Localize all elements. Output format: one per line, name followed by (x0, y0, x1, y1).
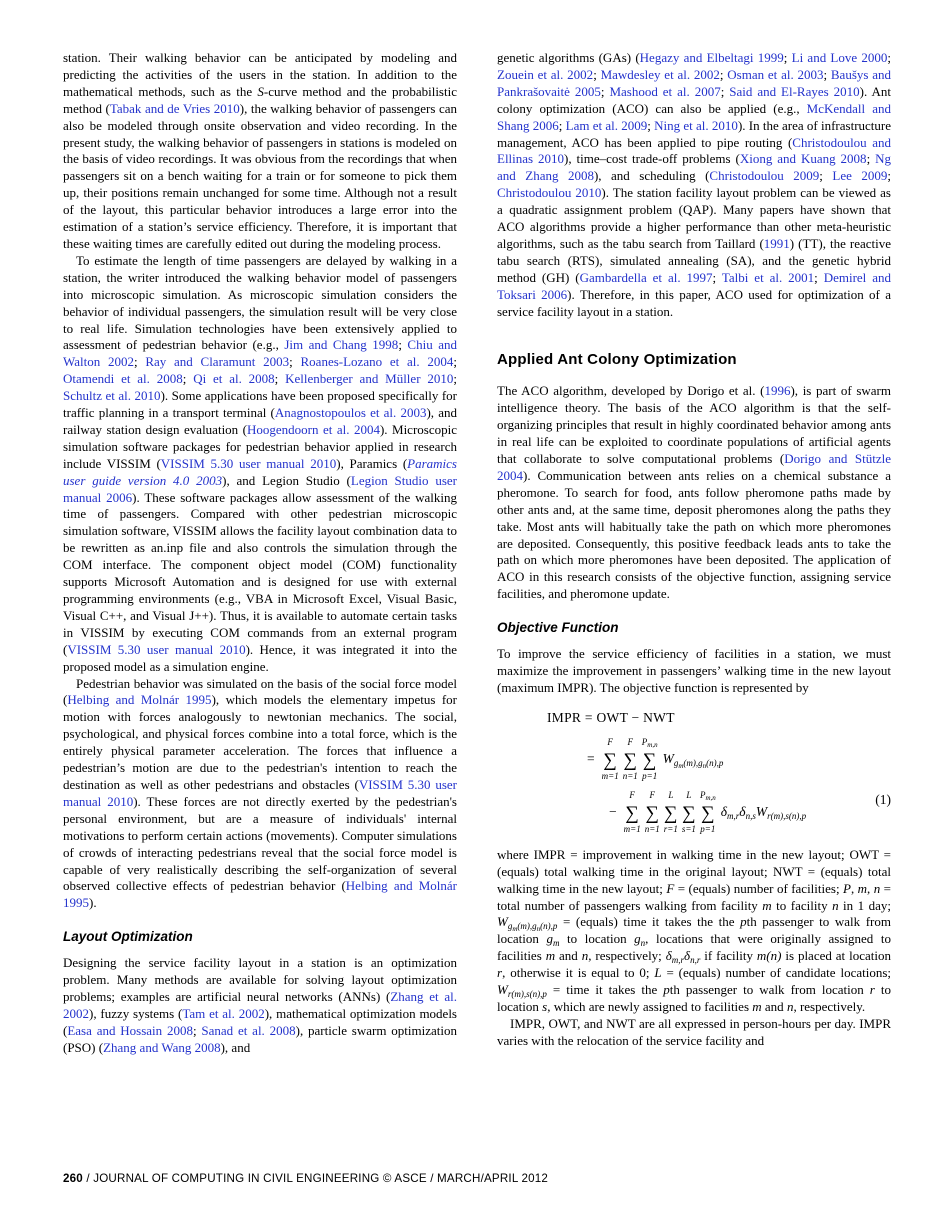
text-run: n (640, 938, 646, 949)
text-run: m (552, 938, 560, 949)
text-run: = total number of passengers walking from facility (497, 880, 891, 913)
left-column (63, 50, 457, 1057)
paragraph (497, 383, 891, 603)
sum-upper-limit: F (649, 789, 655, 800)
text-run: = (equals) number of facilities; (674, 880, 844, 896)
sigma-icon: ∑ (625, 802, 639, 824)
text-run: ; (647, 117, 655, 133)
text-run: n,r (690, 955, 701, 966)
text-run: ; (719, 66, 728, 82)
text-run: m,r (671, 955, 685, 966)
text-run: δ (665, 948, 672, 964)
text-run: to facility (771, 897, 833, 913)
text-run: n (873, 880, 881, 896)
citation-link[interactable]: Baušys and Pankrašovaitė 2005 (497, 66, 891, 99)
text-run: m (512, 925, 518, 934)
text-run: To improve the service efficiency of facilities in a station, we must maximize the improvement in passengers’ walking time in the new layout (maximum IMPR). The objective function is represented by (497, 646, 891, 695)
equation-1 (497, 710, 891, 834)
citation-link[interactable]: Helbing and Molnár 1995 (63, 878, 458, 911)
text-run: and (761, 998, 787, 1014)
text-run: , locations that were originally assigned to facilities (497, 931, 891, 964)
section-heading-layout-optimization: Layout Optimization (63, 929, 193, 945)
text-run: Designing the service facility layout in a station is an optimization problem. Many methods are available for solving layout optimization problems; examples are artificial neural networks (ANNs) ( (63, 955, 457, 1004)
paragraph (497, 646, 891, 697)
sum-lower-limit: p=1 (700, 823, 716, 834)
text-run: δ (684, 948, 691, 964)
text-run: ; (819, 168, 833, 184)
citation-link[interactable]: Kellenberger and Müller 2010 (285, 371, 454, 387)
citation-link[interactable]: Lam et al. 2009 (565, 117, 648, 133)
text-run: ; (814, 269, 824, 285)
text-run: ). The station facility layout problem can be viewed as a quadratic assignment problem (QAP). Many papers have shown that ACO algorithms provide a higher performance than other meta-heuristic algorithms, such as the tabu search from Taillard ( (497, 185, 891, 251)
sum-lower-limit: p=1 (642, 770, 658, 781)
equation-number: (1) (875, 791, 891, 807)
footer-journal-text: / JOURNAL OF COMPUTING IN CIVIL ENGINEERING © ASCE / MARCH/APRIL 2012 (82, 1172, 549, 1185)
text-run: ; (887, 168, 891, 184)
text-run: ). These forces are not directly exerted by the pedestrian's personal environment, but are a measure of individuals' internal motivations to perform certain actions (movements). Computer simulations of crowds of interacting pedestrians reveal that the social force model is capable of very realistically describing the self-organization of several observed collective effects of pedestrian behavior ( (63, 793, 457, 894)
equation-line-3 (609, 790, 891, 834)
citation-link[interactable]: McKendall and Shang 2006 (497, 100, 891, 133)
citation-link[interactable]: Said and El-Rayes 2010 (729, 83, 860, 99)
equation-line-1: IMPR = OWT − NWT (547, 709, 675, 725)
equation-term (721, 804, 806, 820)
sum-lower-limit: s=1 (681, 823, 696, 834)
citation-link[interactable]: Ray and Claramunt 2003 (145, 354, 290, 370)
paragraph (63, 955, 457, 1056)
citation-link[interactable]: Talbi et al. 2001 (721, 269, 815, 285)
citation-link[interactable]: Osman et al. 2003 (727, 66, 824, 82)
sum-lower-limit: m=1 (601, 770, 619, 781)
text-run: m (857, 880, 868, 896)
text-run: W (497, 914, 508, 930)
text-run: ), and (220, 1039, 251, 1055)
text-run: Pedestrian behavior was simulated on the basis of the social force model ( (63, 675, 457, 708)
sigma-icon: ∑ (664, 802, 678, 824)
citation-link[interactable]: Easa and Hossain 2008 (67, 1022, 193, 1038)
text-run: , which are newly assigned to facilities (547, 998, 753, 1014)
citation-link[interactable]: Li and Love 2000 (791, 50, 888, 65)
citation-link[interactable]: Legion Studio user manual 2006 (63, 472, 457, 505)
text-run: ; (398, 337, 408, 353)
text-run: ). (89, 895, 97, 911)
sigma-icon: ∑ (645, 802, 660, 824)
sum-lower-limit: m=1 (623, 823, 641, 834)
text-run: g (634, 931, 641, 947)
text-run: ), particle swarm optimization (PSO) ( (63, 1022, 457, 1055)
section-heading-objective-function: Objective Function (497, 620, 619, 636)
text-run: ). Hence, it was integrated it into the proposed model as a simulation engine. (63, 641, 457, 674)
text-run: The ACO algorithm, developed by Dorigo et al. ( (497, 383, 765, 399)
sigma-icon: ∑ (642, 749, 657, 771)
text-run: r (497, 965, 503, 981)
text-run: , (850, 880, 858, 896)
sum-upper-sub: m,n (705, 793, 716, 802)
text-run: IMPR, OWT, and NWT are all expressed in person-hours per day. IMPR varies with the relocation of the service facility and (497, 1015, 891, 1048)
sigma-icon: ∑ (701, 802, 715, 824)
text-run: W (497, 982, 508, 998)
text-run: S (257, 83, 264, 99)
paragraph (497, 50, 891, 321)
equation-line-2 (587, 737, 891, 781)
paragraph (497, 1016, 891, 1050)
citation-link[interactable]: Christodoulou and Ellinas 2010 (497, 134, 891, 167)
text-run: ), the walking behavior of passengers can also be modeled through onsite observation and video recording. In the present study, the walking behavior of passengers in stations is modeled on the basis of video recordings. It was obvious from the recordings that when passengers sit on a bench waiting for a train or for someone to pick them up, their positions remain unchanged for some time. Although not a result of the layout, this particular behavior introduces a large error into the estimation of a station’s service efficiency. Therefore, it is important that these waiting times are carefully edited out during the modeling process. (63, 100, 457, 251)
citation-link[interactable]: Sanad et al. 2008 (201, 1022, 296, 1038)
text-run: p (663, 982, 670, 998)
summation (602, 737, 619, 781)
citation-link[interactable]: Anagnostopoulos et al. 2003 (274, 405, 427, 421)
sigma-icon: ∑ (603, 749, 617, 771)
sum-upper-limit: L (686, 789, 692, 800)
summation (664, 790, 678, 834)
text-run: ; (593, 66, 601, 82)
citation-link[interactable]: Mashood et al. 2007 (609, 83, 721, 99)
citation-link[interactable]: Tam et al. 2002 (182, 1005, 265, 1021)
text-run: n,s (745, 810, 756, 821)
text-run: ; (866, 151, 876, 167)
sum-lower-limit: r=1 (663, 823, 678, 834)
text-run: ). These software packages allow assessment of the walking time of passengers. Compared with other pedestrian microscopic simulation software, VISSIM allows the facility layout combination data to be rewritten as an.inp file and also controls the simulation through the COM interface. The component object model (COM) functionality supports Microsoft Automation and is designed for use with external programming environments (e.g., VBA in Microsoft Excel, Visual Basic, Visual C++, and Visual J++). Thus, it is available to automate certain tasks in VISSIM by executing COM commands from an external program ( (63, 489, 457, 657)
citation-link[interactable]: Demirel and Toksari 2006 (497, 269, 891, 302)
text-run: where IMPR = improvement in walking time in the new layout; OWT = (equals) total walking time in the original layout; NWT = (equals) total walking time in the new layout; (497, 846, 891, 896)
citation-link[interactable]: Roanes-Lozano et al. 2004 (300, 354, 454, 370)
text-run: ; (274, 371, 286, 387)
citation-link[interactable]: VISSIM 5.30 user manual 2010 (67, 641, 246, 657)
text-run: ). In the area of infrastructure management, ACO has been applied to pipe routing ( (497, 117, 892, 150)
citation-link[interactable]: Hegazy and Elbeltagi 1999 (639, 50, 784, 65)
text-run: if facility (700, 948, 757, 964)
sum-upper-limit: F (627, 736, 633, 747)
text-run: ; (182, 371, 194, 387)
text-run: ), Paramics ( (336, 455, 408, 471)
paragraph (63, 253, 457, 676)
text-run: th passenger to walk from location (669, 982, 870, 998)
citation-link[interactable]: 1991 (763, 235, 790, 251)
text-run: ; (192, 1022, 202, 1038)
citation-link[interactable]: Dorigo and Stützle 2004 (497, 451, 891, 483)
text-run: ; (289, 354, 301, 370)
text-run: ) (TT), the reactive tabu search (RTS), simulated annealing (SA), and the genetic hybrid method (GH) ( (497, 235, 892, 285)
citation-link[interactable]: VISSIM 5.30 user manual 2010 (160, 455, 337, 471)
text-run: ). Communication between ants relies on a chemical substance a pheromone. To search for food, ants follow pheromone paths made by other ants and, at the same time, deposit pheromones along the paths they take. Most ants will habitually take the path on which more pheromones are deposited. Consequently, this positive feedback leads ants to take the path on which more pheromones have been deposited. The application of ACO in this research consists of the objective function, assigning service facilities, and pheromone update. (497, 467, 891, 602)
text-run: P (843, 880, 851, 896)
text-run: (n),p (540, 921, 558, 932)
text-run: m(n) (756, 948, 782, 964)
text-run: g (673, 757, 679, 768)
text-run: ), which models the elementary impetus for motion with forces analogously to newtonian mechanics. The social, psychological, and physical forces combine into a total force, which is the entirely physical parameter acceleration. The forces that influence a pedestrian’s motion are due to the pedestrian's intention to reach the destination as well as other pedestrians and obstacles ( (63, 692, 457, 792)
citation-link[interactable]: Zhang and Wang 2008 (103, 1039, 221, 1055)
citation-link[interactable]: Chiu and Walton 2002 (63, 337, 457, 370)
text-run: n (832, 897, 839, 913)
text-run: ; (558, 117, 566, 133)
summation (682, 790, 696, 834)
text-run: ). Some applications have been proposed specifically for traffic planning in a transport terminal ( (63, 388, 457, 421)
text-run: δ (739, 803, 746, 819)
text-run: m (752, 998, 762, 1014)
citation-link[interactable]: Qi et al. 2008 (193, 371, 275, 387)
equals-sign: = (587, 750, 595, 766)
text-run: p (740, 914, 747, 930)
text-run: m,r (727, 810, 740, 821)
text-run: , (867, 880, 874, 896)
page-footer (63, 1172, 548, 1185)
text-run: = time it takes the (546, 982, 664, 998)
text-run: m (545, 948, 556, 964)
two-column-body (63, 50, 891, 1057)
text-run: ; (712, 269, 722, 285)
citation-link[interactable]: Gambardella et al. 1997 (579, 269, 713, 285)
summation (700, 790, 716, 834)
citation-link[interactable]: Zouein et al. 2002 (497, 66, 594, 82)
sum-upper-limit: P (699, 789, 706, 800)
text-run: to location (497, 982, 891, 1014)
text-run: is placed at location (781, 948, 891, 964)
citation-link[interactable]: Zhang et al. 2002 (63, 988, 457, 1021)
text-run: n (702, 761, 707, 770)
text-run: ). Microscopic simulation software packages for pedestrian behavior applied in research include VISSIM ( (63, 421, 457, 471)
text-run: To estimate the length of time passengers are delayed by walking in a station, the writer introduced the walking behavior model of passengers into microscopic simulation. As microscopic simulation considers the behavior of individual passengers, the simulation result will be very close to real life. Simulation technologies have been extensively applied to assessment of pedestrian behavior (e.g., (63, 252, 457, 353)
text-run: , otherwise it is equal to 0; (502, 965, 655, 981)
text-run: δ (720, 803, 728, 819)
text-run: s (542, 998, 548, 1014)
text-run: ), and railway station design evaluation ( (63, 405, 457, 437)
text-run: -curve method and the probabilistic method ( (63, 83, 457, 116)
summation (623, 737, 638, 781)
text-run: m (678, 761, 684, 770)
text-run: ), and scheduling ( (593, 168, 710, 184)
citation-link[interactable]: 1996 (764, 383, 791, 399)
text-run: station. Their walking behavior can be anticipated by modeling and predicting the activities of the users in the station. In addition to the mathematical methods, such as the (63, 50, 457, 99)
text-run: ), fuzzy systems ( (89, 1005, 183, 1021)
citation-link[interactable]: Schultz et al. 2010 (63, 388, 161, 404)
citation-link[interactable]: Paramics user guide version 4.0 2003 (63, 455, 457, 488)
text-run: (n),p (706, 757, 724, 768)
citation-link[interactable]: Hoogendoorn et al. 2004 (247, 421, 380, 437)
text-run: ), and Legion Studio ( (222, 472, 351, 488)
text-run: ; (600, 83, 610, 99)
text-run: r (869, 982, 875, 998)
paragraph (497, 847, 891, 1016)
text-run: ), time–cost trade-off problems ( (564, 151, 740, 167)
text-run: n (536, 925, 541, 934)
sum-lower-limit: n=1 (644, 823, 660, 834)
sigma-icon: ∑ (623, 749, 638, 771)
citation-link[interactable]: Lee 2009 (832, 168, 888, 184)
sum-upper-limit: F (629, 789, 635, 800)
text-run: , respectively. (793, 998, 866, 1014)
text-run: ; (823, 66, 831, 82)
text-run: ; (133, 354, 146, 370)
text-run: W (755, 803, 768, 819)
text-run: = (equals) number of candidate locations; (661, 965, 891, 981)
paragraph (63, 50, 457, 253)
text-run: th passenger to walk from location (497, 914, 891, 947)
right-column (497, 50, 891, 1057)
citation-link[interactable]: Helbing and Molnár 1995 (67, 692, 212, 708)
text-run: g (507, 921, 513, 932)
text-run: ; (783, 50, 792, 65)
text-run: and (555, 948, 582, 964)
paragraph (63, 676, 457, 913)
text-run: ). Therefore, in this paper, ACO used for optimization of a service facility layout in a station. (497, 286, 891, 319)
section-heading-applied-ant-colony-optimization: Applied Ant Colony Optimization (497, 350, 737, 368)
text-run: (m),g (517, 921, 537, 932)
page-number: 260 (63, 1172, 83, 1185)
minus-sign: − (609, 803, 617, 819)
text-run: r(m),s(n),p (767, 810, 807, 821)
text-run: L (654, 965, 662, 981)
text-run: in 1 day; (838, 897, 891, 913)
citation-link[interactable]: Otamendi et al. 2008 (63, 371, 183, 387)
citation-link[interactable]: Ning et al. 2010 (654, 117, 738, 133)
citation-link[interactable]: Tabak and de Vries 2010 (109, 100, 240, 116)
sigma-icon: ∑ (682, 802, 696, 824)
text-run: ; (720, 83, 730, 99)
sum-upper-sub: m,n (647, 740, 658, 749)
text-run: ). Ant colony optimization (ACO) can also be applied (e.g., (497, 83, 891, 116)
citation-link[interactable]: Christodoulou 2010 (497, 185, 602, 201)
text-run: g (546, 931, 553, 947)
text-run: m (762, 897, 772, 913)
citation-link[interactable]: Ng and Zhang 2008 (497, 151, 891, 184)
text-run: ; (887, 50, 891, 65)
text-run: F (666, 880, 675, 896)
sum-upper-limit: P (641, 736, 648, 747)
text-run: ), is part of swarm intelligence theory. The basis of the ACO algorithm is that the self-organizing principles that result in highly coordinated behavior among ants in real life can be exploited to coordinate populations of artificial agents that collaborate to solve computational problems ( (497, 383, 891, 467)
sum-lower-limit: n=1 (622, 770, 638, 781)
citation-link[interactable]: Mawdesley et al. 2002 (600, 66, 720, 82)
sum-upper-limit: F (607, 736, 613, 747)
summation (624, 790, 641, 834)
sum-upper-limit: L (668, 789, 674, 800)
text-run: to location (559, 931, 635, 947)
text-run: genetic algorithms (GAs) ( (497, 50, 640, 65)
text-run: ; (453, 354, 457, 370)
equation-term (662, 750, 724, 770)
text-run: ), mathematical optimization models ( (63, 1005, 457, 1038)
citation-link[interactable]: VISSIM 5.30 user manual 2010 (63, 776, 457, 809)
text-run: W (662, 750, 674, 766)
text-run: r(m),s(n),p (507, 989, 547, 1000)
text-run: ; (453, 371, 457, 387)
citation-link[interactable]: Christodoulou 2009 (709, 168, 820, 184)
summation (642, 737, 658, 781)
text-run: , respectively; (588, 948, 666, 964)
text-run: n (581, 948, 589, 964)
citation-link[interactable]: Jim and Chang 1998 (284, 337, 399, 353)
summation (645, 790, 660, 834)
text-run: (m),g (683, 757, 703, 768)
citation-link[interactable]: Xiong and Kuang 2008 (739, 151, 867, 167)
text-run: = (equals) time it takes the the (557, 914, 741, 930)
text-run: n (786, 998, 794, 1014)
